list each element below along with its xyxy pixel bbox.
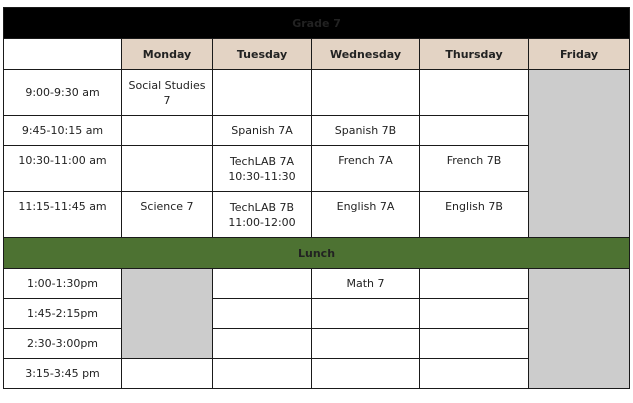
- title-row: [4, 8, 630, 39]
- class-cell: English 7A: [312, 192, 420, 238]
- time-cell: 9:45-10:15 am: [4, 116, 122, 146]
- class-cell: [122, 359, 213, 389]
- day-header-friday: Friday: [529, 39, 630, 70]
- class-cell: [213, 269, 312, 299]
- class-cell: [213, 299, 312, 329]
- monday-afternoon-blocked: [122, 269, 213, 359]
- class-cell: Spanish 7A: [213, 116, 312, 146]
- friday-afternoon-blocked: [529, 269, 630, 389]
- class-cell: TechLAB 7B 11:00-12:00: [213, 192, 312, 238]
- class-cell: [420, 269, 529, 299]
- day-header-thursday: Thursday: [420, 39, 529, 70]
- class-cell: [420, 116, 529, 146]
- class-cell: Spanish 7B: [312, 116, 420, 146]
- class-cell: TechLAB 7A 10:30-11:30: [213, 146, 312, 192]
- time-cell: 3:15-3:45 pm: [4, 359, 122, 389]
- lunch-label: Lunch: [4, 238, 630, 269]
- grade-schedule-table: [3, 7, 630, 389]
- class-cell: [122, 146, 213, 192]
- time-cell: 1:45-2:15pm: [4, 299, 122, 329]
- class-cell: [213, 359, 312, 389]
- corner-cell: [4, 39, 122, 70]
- day-header-monday: Monday: [122, 39, 213, 70]
- class-cell: French 7B: [420, 146, 529, 192]
- time-cell: 9:00-9:30 am: [4, 70, 122, 116]
- class-cell: Social Studies 7: [122, 70, 213, 116]
- class-cell: [213, 70, 312, 116]
- time-cell: 10:30-11:00 am: [4, 146, 122, 192]
- table-title: Grade 7: [4, 8, 630, 39]
- class-cell: [420, 299, 529, 329]
- class-cell: [312, 299, 420, 329]
- class-cell: [213, 329, 312, 359]
- friday-morning-blocked: [529, 70, 630, 238]
- time-cell: 2:30-3:00pm: [4, 329, 122, 359]
- class-cell: [312, 70, 420, 116]
- lunch-row: [4, 238, 630, 269]
- time-cell: 1:00-1:30pm: [4, 269, 122, 299]
- class-cell: [122, 116, 213, 146]
- time-cell: 11:15-11:45 am: [4, 192, 122, 238]
- table-row: [4, 70, 630, 116]
- class-cell: Science 7: [122, 192, 213, 238]
- table-row: [4, 269, 630, 299]
- day-header-tuesday: Tuesday: [213, 39, 312, 70]
- day-header-row: [4, 39, 630, 70]
- class-cell: [312, 359, 420, 389]
- class-cell: [420, 329, 529, 359]
- class-cell: [312, 329, 420, 359]
- class-cell: English 7B: [420, 192, 529, 238]
- day-header-wednesday: Wednesday: [312, 39, 420, 70]
- class-cell: French 7A: [312, 146, 420, 192]
- class-cell: [420, 70, 529, 116]
- class-cell: Math 7: [312, 269, 420, 299]
- class-cell: [420, 359, 529, 389]
